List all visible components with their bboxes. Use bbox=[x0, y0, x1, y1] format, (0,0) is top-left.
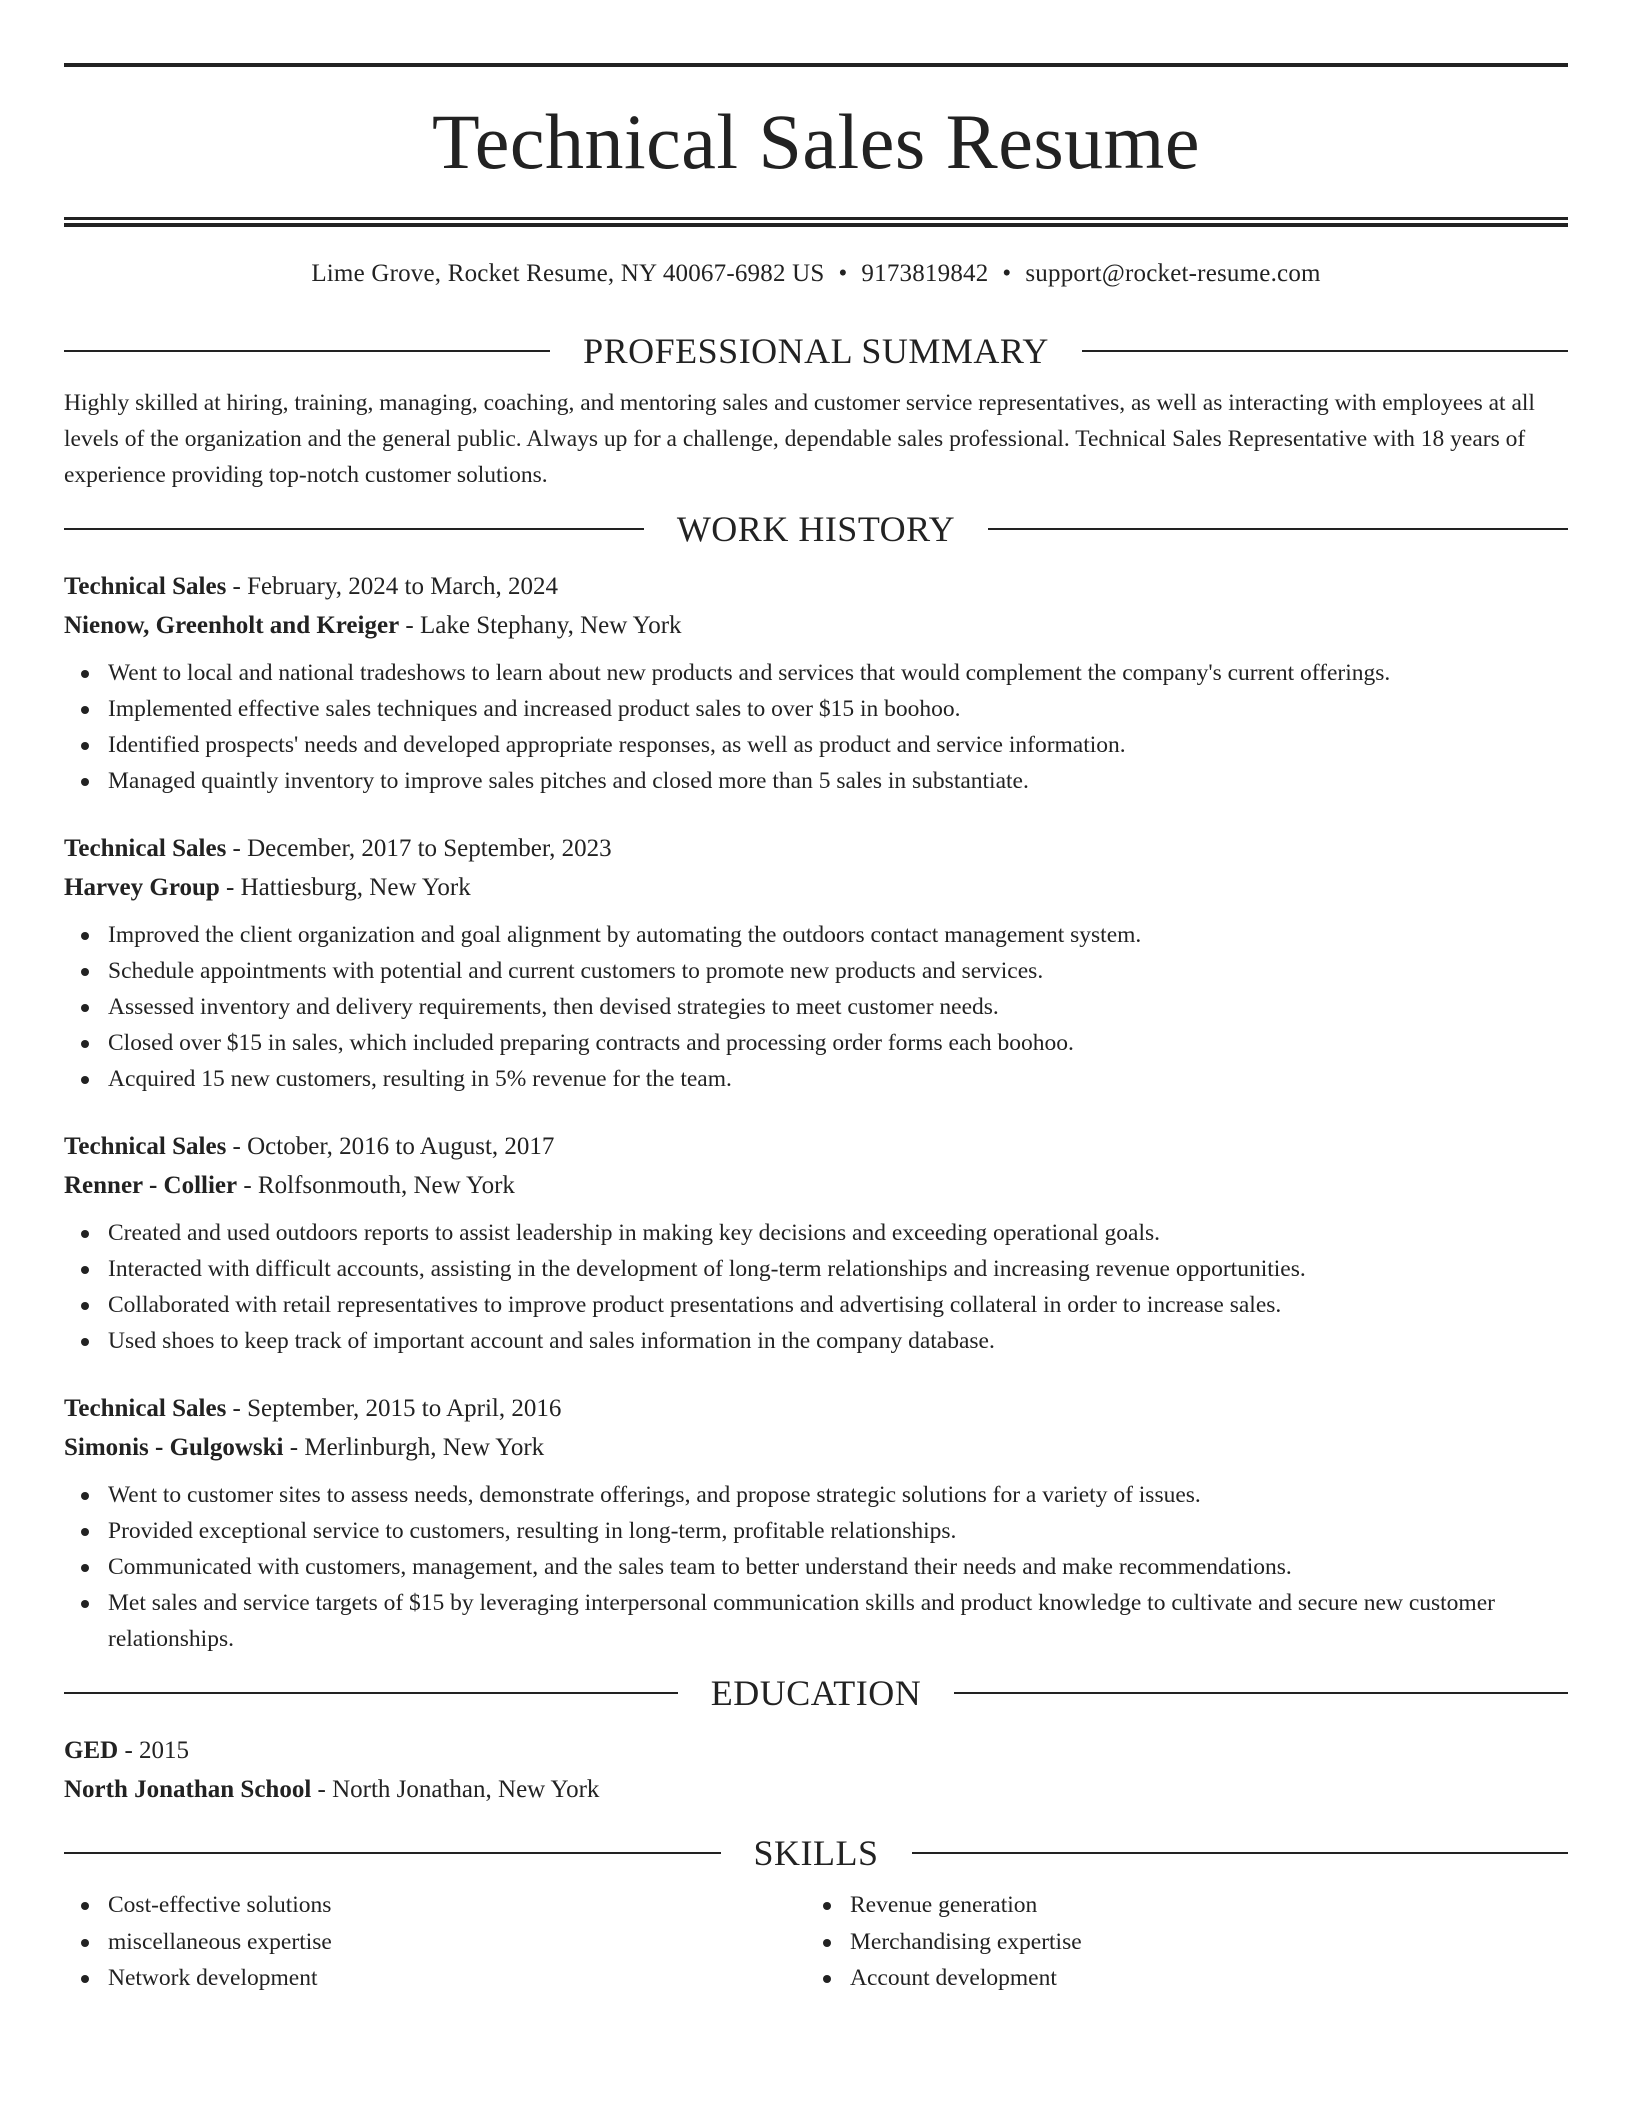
job-dates: - December, 2017 to September, 2023 bbox=[226, 835, 612, 862]
divider-line bbox=[954, 1692, 1568, 1694]
job-dates: - October, 2016 to August, 2017 bbox=[226, 1133, 555, 1160]
section-heading-education bbox=[64, 1671, 1568, 1715]
job-location: - Lake Stephany, New York bbox=[399, 612, 682, 639]
education-school: North Jonathan School bbox=[64, 1776, 312, 1803]
education-school-line bbox=[64, 1770, 1568, 1809]
skill-item: Merchandising expertise bbox=[850, 1924, 1548, 1961]
divider-line bbox=[64, 350, 550, 352]
page-title: Technical Sales Resume bbox=[432, 98, 1200, 185]
skill-item: Cost-effective solutions bbox=[108, 1887, 806, 1924]
job-entry bbox=[64, 567, 1568, 799]
job-bullet: Collaborated with retail representatives to improve product presentations and advertising collateral in order to increase sales. bbox=[108, 1287, 1568, 1323]
job-bullet: Closed over $15 in sales, which included preparing contracts and processing order forms each boohoo. bbox=[108, 1025, 1568, 1061]
skills-list bbox=[806, 1887, 1548, 1997]
skill-item: Revenue generation bbox=[850, 1887, 1548, 1924]
work-history-list bbox=[64, 567, 1568, 1657]
resume-page bbox=[64, 0, 1568, 1997]
job-bullet: Assessed inventory and delivery requirements, then devised strategies to meet customer needs. bbox=[108, 989, 1568, 1025]
divider-line bbox=[912, 1852, 1569, 1854]
title-double-rule bbox=[64, 217, 1568, 227]
job-title-line bbox=[64, 1127, 1568, 1166]
job-bullet: Identified prospects' needs and developed appropriate responses, as well as product and service information. bbox=[108, 727, 1568, 763]
job-entry bbox=[64, 1389, 1568, 1657]
job-bullet: Provided exceptional service to customers, resulting in long-term, profitable relationships. bbox=[108, 1513, 1568, 1549]
job-bullets bbox=[64, 1477, 1568, 1657]
job-bullet: Acquired 15 new customers, resulting in 5% revenue for the team. bbox=[108, 1061, 1568, 1097]
job-location: - Merlinburgh, New York bbox=[283, 1434, 545, 1461]
job-title: Technical Sales bbox=[64, 573, 227, 600]
skill-item: Network development bbox=[108, 1960, 806, 1997]
job-company-line bbox=[64, 1428, 1568, 1467]
divider-line bbox=[988, 528, 1568, 530]
job-bullets bbox=[64, 655, 1568, 799]
section-heading-skills bbox=[64, 1831, 1568, 1875]
job-bullet: Went to customer sites to assess needs, demonstrate offerings, and propose strategic solutions for a variety of issues. bbox=[108, 1477, 1568, 1513]
education-year: - 2015 bbox=[118, 1737, 190, 1764]
contact-separator: • bbox=[838, 260, 848, 287]
job-location: - Rolfsonmouth, New York bbox=[237, 1172, 515, 1199]
section-heading-summary bbox=[64, 329, 1568, 373]
contact-separator: • bbox=[1002, 260, 1012, 287]
education-entry bbox=[64, 1731, 1568, 1809]
job-company: Simonis - Gulgowski bbox=[64, 1434, 284, 1461]
section-title: SKILLS bbox=[753, 1833, 879, 1873]
divider-line bbox=[64, 1692, 678, 1694]
job-company: Nienow, Greenholt and Kreiger bbox=[64, 612, 400, 639]
job-company: Harvey Group bbox=[64, 874, 220, 901]
job-title: Technical Sales bbox=[64, 835, 227, 862]
job-entry bbox=[64, 1127, 1568, 1359]
job-dates: - September, 2015 to April, 2016 bbox=[226, 1395, 562, 1422]
job-bullets bbox=[64, 917, 1568, 1097]
job-title-line bbox=[64, 829, 1568, 868]
job-company-line bbox=[64, 606, 1568, 645]
education-degree-line bbox=[64, 1731, 1568, 1770]
skill-item: miscellaneous expertise bbox=[108, 1924, 806, 1961]
contact-line bbox=[64, 259, 1568, 289]
skills-grid bbox=[64, 1887, 1568, 1997]
job-company-line bbox=[64, 868, 1568, 907]
section-title: WORK HISTORY bbox=[676, 509, 956, 549]
job-bullet: Interacted with difficult accounts, assisting in the development of long-term relationships and increasing revenue opportunities. bbox=[108, 1251, 1568, 1287]
contact-email: support@rocket-resume.com bbox=[1025, 260, 1321, 287]
job-bullets bbox=[64, 1215, 1568, 1359]
job-bullet: Used shoes to keep track of important account and sales information in the company database. bbox=[108, 1323, 1568, 1359]
job-title: Technical Sales bbox=[64, 1395, 227, 1422]
top-rule bbox=[64, 63, 1568, 67]
job-bullet: Met sales and service targets of $15 by leveraging interpersonal communication skills and product knowledge to cultivate and secure new customer relationships. bbox=[108, 1585, 1568, 1657]
divider-line bbox=[64, 528, 644, 530]
job-bullet: Went to local and national tradeshows to learn about new products and services that would complement the company's current offerings. bbox=[108, 655, 1568, 691]
section-title: EDUCATION bbox=[710, 1673, 922, 1713]
skills-column-right bbox=[806, 1887, 1548, 1997]
job-title-line bbox=[64, 567, 1568, 606]
section-heading-work bbox=[64, 507, 1568, 551]
job-bullet: Implemented effective sales techniques and increased product sales to over $15 in boohoo. bbox=[108, 691, 1568, 727]
job-bullet: Schedule appointments with potential and current customers to promote new products and services. bbox=[108, 953, 1568, 989]
contact-address: Lime Grove, Rocket Resume, NY 40067-6982 US bbox=[311, 260, 825, 287]
job-location: - Hattiesburg, New York bbox=[219, 874, 471, 901]
job-entry bbox=[64, 829, 1568, 1097]
job-bullet: Communicated with customers, management, and the sales team to better understand their needs and make recommendations. bbox=[108, 1549, 1568, 1585]
divider-line bbox=[1082, 350, 1568, 352]
skill-item: Account development bbox=[850, 1960, 1548, 1997]
summary-text: Highly skilled at hiring, training, managing, coaching, and mentoring sales and customer service representatives, as well as interacting with employees at all levels of the organization and the general public. Always up for a challenge, dependable sales professional. Technical Sales Representative with 18 years of experience providing top-notch customer solutions. bbox=[64, 390, 1535, 488]
job-bullet: Improved the client organization and goal alignment by automating the outdoors contact management system. bbox=[108, 917, 1568, 953]
education-degree: GED bbox=[64, 1737, 119, 1764]
job-dates: - February, 2024 to March, 2024 bbox=[226, 573, 558, 600]
skills-list bbox=[64, 1887, 806, 1997]
job-title: Technical Sales bbox=[64, 1133, 227, 1160]
job-title-line bbox=[64, 1389, 1568, 1428]
contact-phone: 9173819842 bbox=[861, 260, 989, 287]
job-company: Renner - Collier bbox=[64, 1172, 238, 1199]
education-location: - North Jonathan, New York bbox=[311, 1776, 600, 1803]
section-title: PROFESSIONAL SUMMARY bbox=[583, 331, 1049, 371]
job-bullet: Managed quaintly inventory to improve sales pitches and closed more than 5 sales in substantiate. bbox=[108, 763, 1568, 799]
job-company-line bbox=[64, 1166, 1568, 1205]
skills-column-left bbox=[64, 1887, 806, 1997]
divider-line bbox=[64, 1852, 721, 1854]
job-bullet: Created and used outdoors reports to assist leadership in making key decisions and exceeding operational goals. bbox=[108, 1215, 1568, 1251]
